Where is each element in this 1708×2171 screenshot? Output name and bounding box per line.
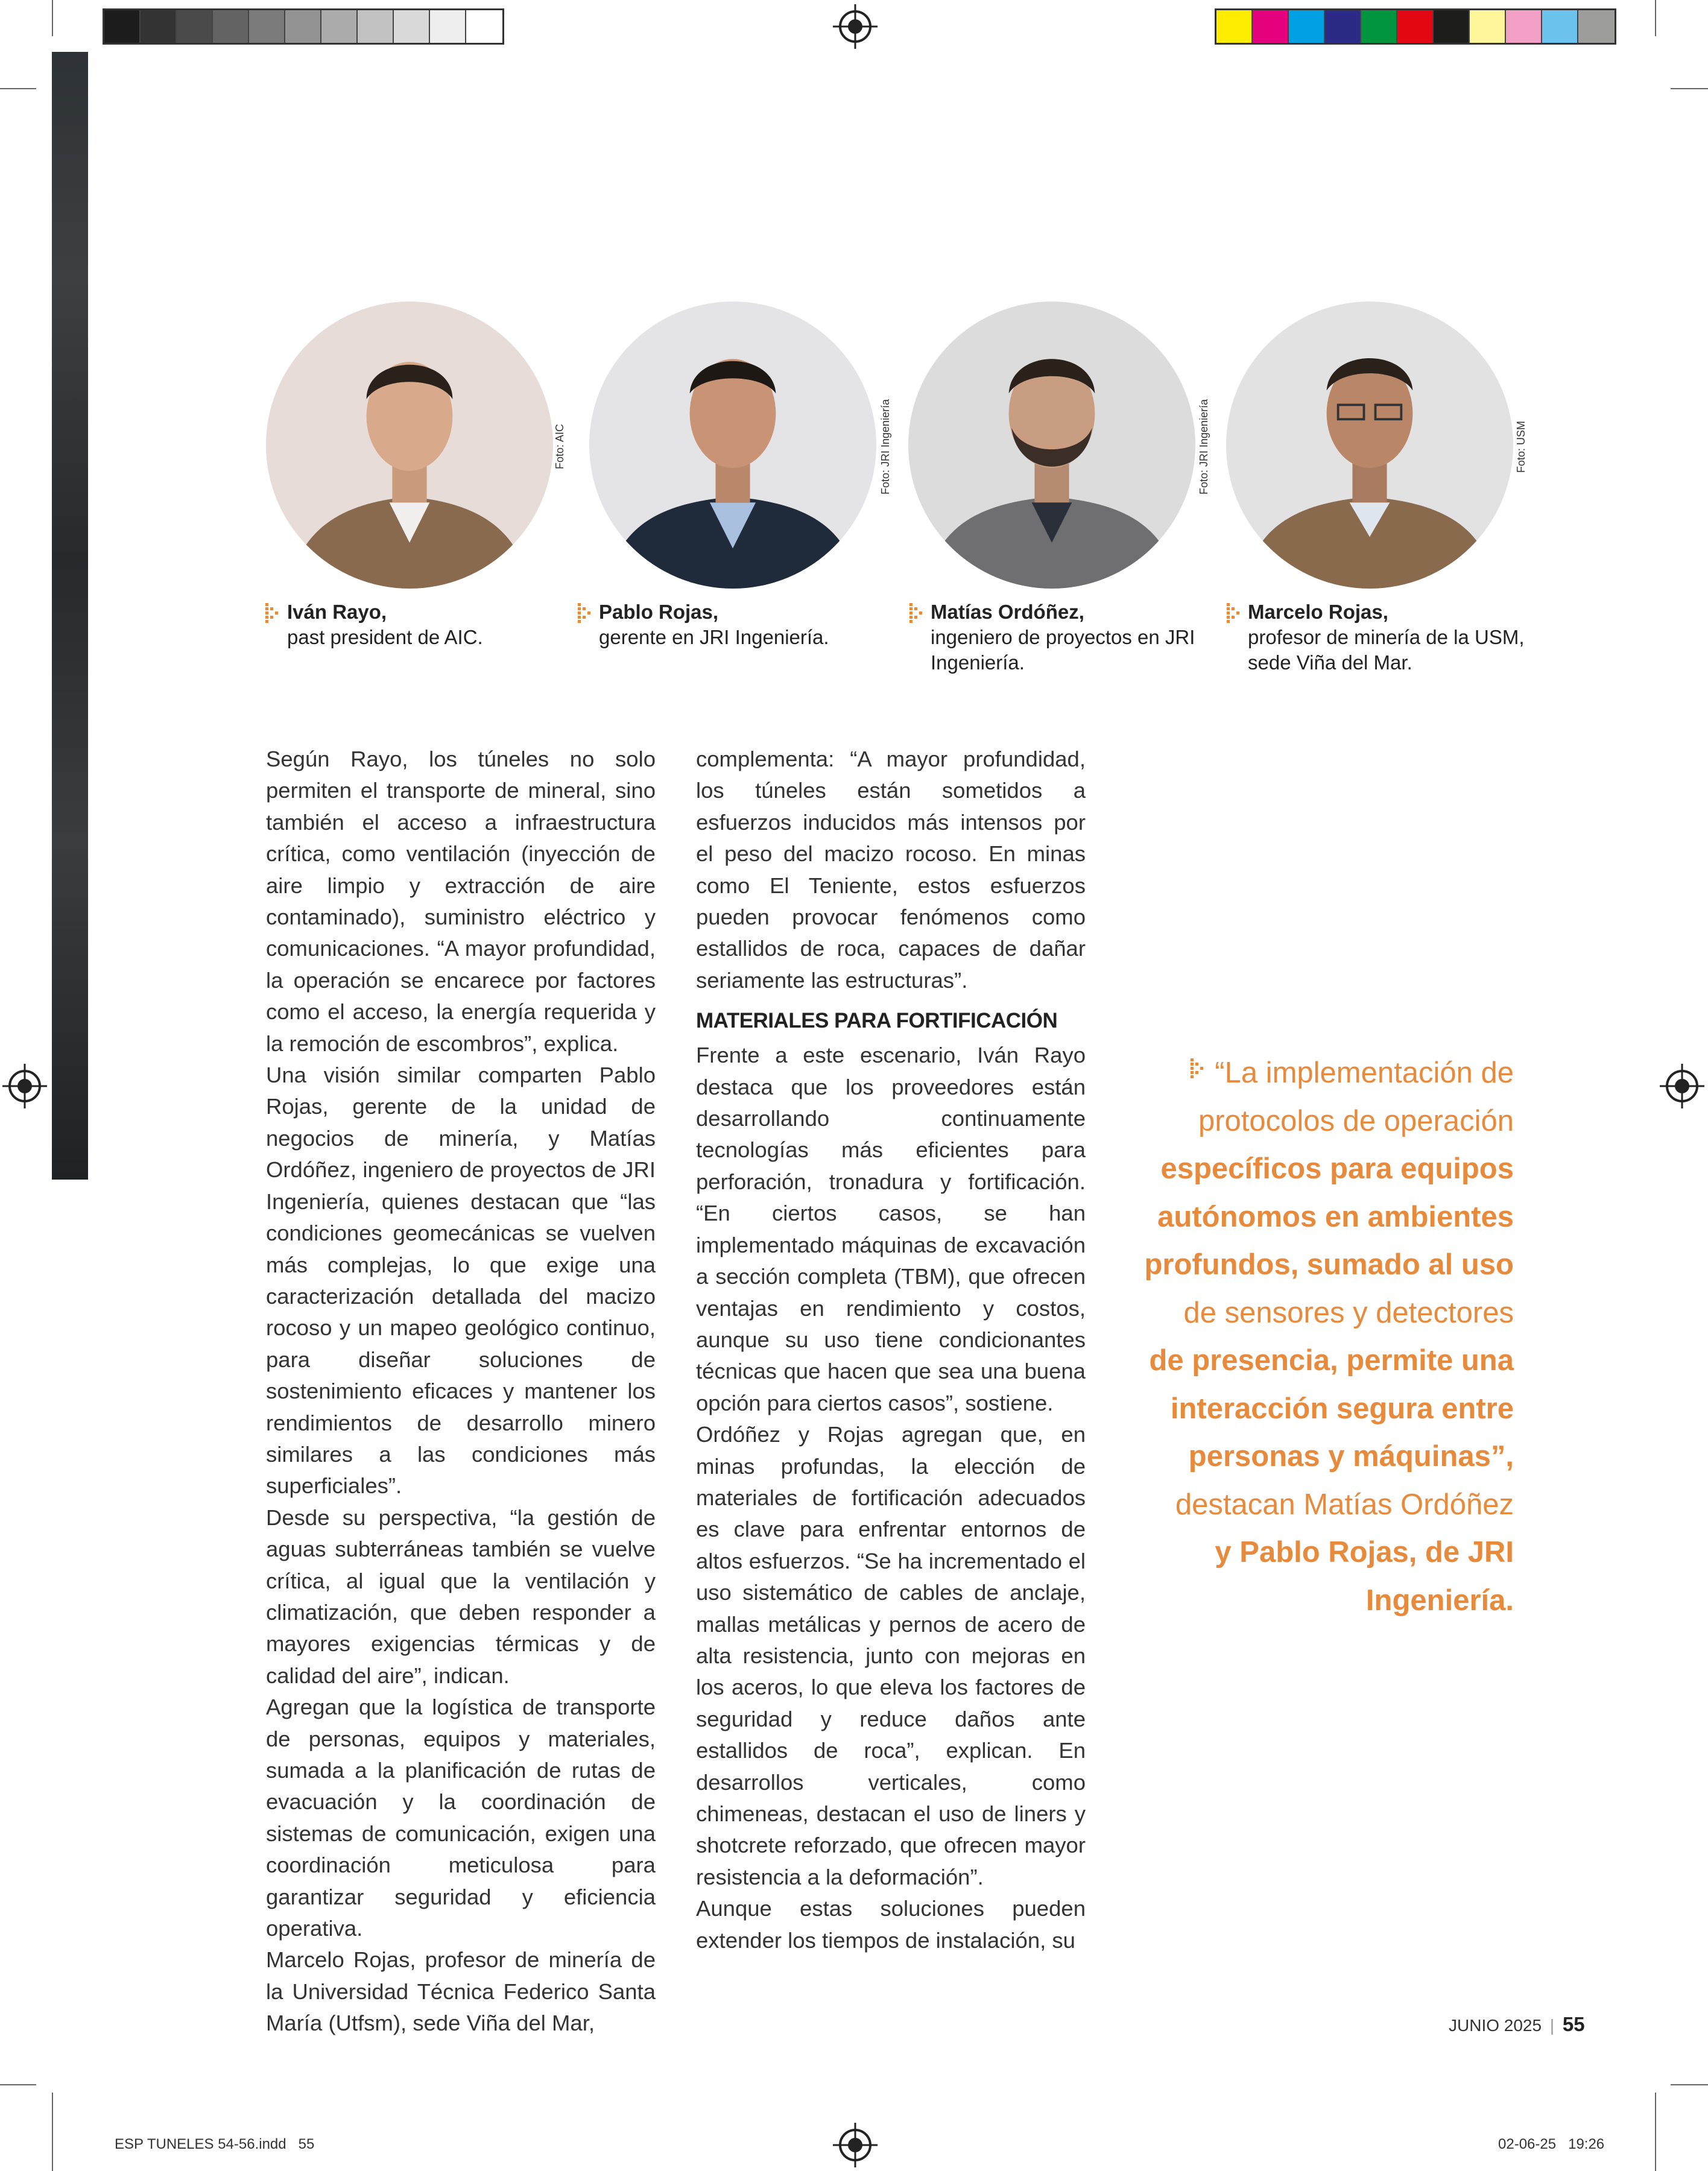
quote-line: destacan Matías Ordóñez <box>1175 1488 1514 1521</box>
color-swatch <box>1578 10 1615 43</box>
portrait-marcelo-rojas <box>1226 302 1513 589</box>
quote-line: Ingeniería. <box>1365 1584 1514 1617</box>
person-name: Marcelo Rojas, <box>1248 601 1388 623</box>
portrait-matias-ordonez <box>908 302 1195 589</box>
color-swatch <box>1542 10 1578 43</box>
color-swatch-bar <box>1215 8 1616 45</box>
quote-line: de sensores y detectores <box>1183 1296 1514 1329</box>
color-swatch <box>430 10 466 43</box>
paragraph: Ordóñez y Rojas agregan que, en minas profundas, la elección de materiales de fortificación adecuados es clave para enfrentar entornos de altos esfuerzos. “Se ha incrementado el uso sistemático de cables de anclaje, mallas metálicas y pernos de acero de alta resistencia, junto con mejoras en los aceros, lo que eleva los factores de seguridad y reduce daños ante estallidos de roca”, explican. En desarrollos verticales, como chimeneas, destacan el uso de liners y shotcrete reforzado, que ofrecen mayor resistencia a la deformación”. <box>696 1422 1086 1889</box>
color-swatch <box>1470 10 1506 43</box>
crop-mark <box>0 2084 36 2085</box>
folio-separator: | <box>1549 2016 1555 2035</box>
paragraph: Aunque estas soluciones pueden extender los tiempos de instalación, su <box>696 1896 1086 1953</box>
color-swatch <box>1253 10 1289 43</box>
person-role: gerente en JRI Ingeniería. <box>599 626 829 648</box>
crop-mark <box>0 88 36 89</box>
page-folio <box>1449 2013 1585 2036</box>
quote-line: específicos para equipos <box>1160 1152 1514 1185</box>
caption-pablo-rojas <box>599 599 829 650</box>
crop-mark <box>1655 2093 1656 2171</box>
person-role: Ingeniería. <box>931 651 1025 674</box>
issue-date: JUNIO 2025 <box>1449 2016 1542 2035</box>
person-role: ingeniero de proyectos en JRI <box>931 626 1195 648</box>
crop-mark <box>52 2093 53 2171</box>
caption-bullet-icon <box>1227 603 1242 624</box>
person-name: Iván Rayo, <box>287 601 387 623</box>
slug-time: 19:26 <box>1568 2136 1605 2152</box>
page-number: 55 <box>1562 2013 1585 2035</box>
photo-credit: Foto: JRI Ingeniería <box>879 399 891 495</box>
pull-quote <box>1134 1049 1514 1625</box>
quote-line: de presencia, permite una <box>1149 1344 1514 1377</box>
slug-timestamp <box>1498 2136 1604 2153</box>
photo-credit: Foto: USM <box>1515 420 1527 473</box>
quote-line: autónomos en ambientes <box>1157 1200 1514 1233</box>
paragraph: Desde su perspectiva, “la gestión de aguas subterráneas también se vuelve crítica, al igual que la ventilación y climatización, que deben responder a mayores exigencias térmicas y de calidad del aire”, indican. <box>266 1505 656 1688</box>
slug-file <box>115 2136 314 2153</box>
color-swatch <box>1397 10 1434 43</box>
caption-bullet-icon <box>578 603 593 624</box>
person-name: Matías Ordóñez, <box>931 601 1084 623</box>
person-role: sede Viña del Mar. <box>1248 651 1412 674</box>
crop-mark <box>52 0 53 36</box>
paragraph: Según Rayo, los túneles no solo permiten el transporte de mineral, sino también el acceso a infraestructura crítica, como ventilación (inyección de aire limpio y extracción de aire contaminado), suministro eléctrico y comunicaciones. “A mayor profundidad, la operación se encarece por factores como el acceso, la energía requerida y la remoción de escombros”, explica. <box>266 747 656 1056</box>
color-swatch <box>1434 10 1470 43</box>
portrait-ivan-rayo <box>266 302 553 589</box>
crop-mark <box>1655 0 1656 36</box>
caption-marcelo-rojas <box>1248 599 1525 675</box>
photo-credit: Foto: JRI Ingeniería <box>1198 399 1210 495</box>
article-column-1 <box>266 744 656 2040</box>
portrait-pablo-rojas <box>589 302 876 589</box>
quote-line: “La implementación de <box>1215 1057 1514 1089</box>
person-role: profesor de minería de la USM, <box>1248 626 1525 648</box>
quote-line: protocolos de operación <box>1198 1104 1514 1137</box>
paragraph: Agregan que la logística de transporte de personas, equipos y materiales, sumada a la planificación de rutas de evacuación y la coordinación de sistemas de comunicación, exigen una coordinación meticulosa para garantizar seguridad y eficiencia operativa. <box>266 1695 656 1941</box>
article-column-2 <box>696 744 1086 1956</box>
color-swatch <box>466 10 502 43</box>
registration-mark-right <box>1666 1070 1698 1102</box>
crop-mark <box>1671 88 1708 89</box>
color-swatch <box>394 10 430 43</box>
bleed-photo-strip <box>52 52 88 1180</box>
paragraph: Una visión similar comparten Pablo Rojas, gerente de la unidad de negocios de minería, y Matías Ordóñez, ingeniero de proyectos de JRI Ingeniería, quienes destacan que “las condiciones geomecánicas se vuelven más complejas, lo que exige una caracterización detallada del macizo rocoso y un mapeo geológico continuo, para diseñar soluciones de sostenimiento eficaces y mantener los rendimientos de desarrollo minero similares a las condiciones más superficiales”. <box>266 1063 656 1499</box>
color-swatch <box>104 10 141 43</box>
color-swatch <box>1361 10 1397 43</box>
crop-mark <box>1671 2084 1708 2085</box>
gray-swatch-bar <box>103 8 504 45</box>
quote-line: personas y máquinas”, <box>1188 1440 1514 1473</box>
quote-bullet-icon <box>1191 1058 1211 1082</box>
color-swatch <box>321 10 358 43</box>
color-swatch <box>1325 10 1361 43</box>
caption-bullet-icon <box>265 603 281 624</box>
person-role: past president de AIC. <box>287 626 483 648</box>
person-name: Pablo Rojas, <box>599 601 719 623</box>
caption-bullet-icon <box>909 603 925 624</box>
quote-line: y Pablo Rojas, de JRI <box>1215 1536 1514 1569</box>
color-swatch <box>177 10 213 43</box>
color-swatch <box>285 10 321 43</box>
slug-filename: ESP TUNELES 54-56.indd <box>115 2136 286 2152</box>
registration-mark-left <box>8 1070 41 1102</box>
color-swatch <box>1506 10 1542 43</box>
quote-line: profundos, sumado al uso <box>1144 1248 1514 1281</box>
slug-date: 02-06-25 <box>1498 2136 1557 2152</box>
paragraph: complementa: “A mayor profundidad, los túneles están sometidos a esfuerzos inducidos más intensos por el peso del macizo rocoso. En minas como El Teniente, estos esfuerzos pueden provocar fenómenos como estallidos de roca, capaces de dañar seriamente las estructuras”. <box>696 747 1086 993</box>
registration-mark-bottom <box>839 2129 871 2161</box>
paragraph: Frente a este escenario, Iván Rayo destaca que los proveedores están desarrollando continuamente tecnologías más eficientes para perforación, tronadura y fortificación. “En ciertos casos, se han implementado máquinas de excavación a sección completa (TBM), que ofrecen ventajas en rendimiento y costos, aunque su uso tiene condicionantes técnicas que hacen que sea una buena opción para ciertos casos”, sostiene. <box>696 1043 1086 1415</box>
caption-matias-ordonez <box>931 599 1195 675</box>
slug-page: 55 <box>298 2136 315 2152</box>
quote-line: interacción segura entre <box>1170 1392 1514 1425</box>
paragraph: Marcelo Rojas, profesor de minería de la Universidad Técnica Federico Santa María (Utfsm), sede Viña del Mar, <box>266 1947 656 2036</box>
color-swatch <box>141 10 177 43</box>
registration-mark-top <box>839 10 871 43</box>
color-swatch <box>213 10 249 43</box>
photo-credit: Foto: AIC <box>554 423 566 469</box>
caption-ivan-rayo <box>287 599 483 650</box>
color-swatch <box>249 10 285 43</box>
section-heading: MATERIALES PARA FORTIFICACIÓN <box>696 1009 1058 1033</box>
color-swatch <box>358 10 394 43</box>
color-swatch <box>1289 10 1325 43</box>
color-swatch <box>1216 10 1253 43</box>
